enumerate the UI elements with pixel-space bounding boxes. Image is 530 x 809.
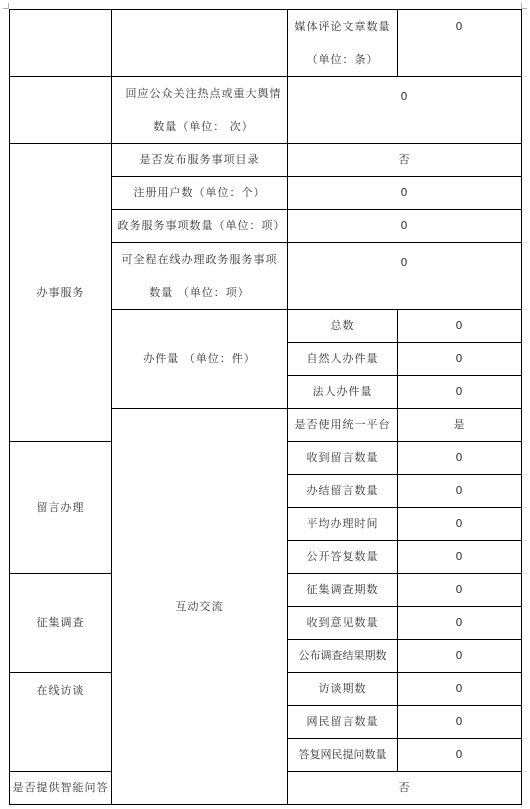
blank-cell xyxy=(10,77,112,144)
volume-item-value: 0 xyxy=(398,343,522,376)
blank-cell xyxy=(10,10,112,77)
volume-label: 办件量 （单位：件） xyxy=(112,310,288,409)
survey-label: 征集调查 xyxy=(10,574,112,673)
volume-item-label: 法人办件量 xyxy=(288,376,398,409)
statistics-table xyxy=(9,9,522,805)
survey-item-label: 收到意见数量 xyxy=(288,607,398,640)
survey-item-label: 征集调查期数 xyxy=(288,574,398,607)
interview-item-label: 网民留言数量 xyxy=(288,706,398,739)
survey-item-value: 0 xyxy=(398,574,522,607)
service-value: 0 xyxy=(288,177,522,210)
message-item-value: 0 xyxy=(398,541,522,574)
volume-item-label: 自然人办件量 xyxy=(288,343,398,376)
interview-item-value: 0 xyxy=(398,739,522,772)
row-media-label: 媒体评论文章数量 （单位：条） xyxy=(288,10,398,77)
service-value: 0 xyxy=(288,210,522,243)
message-item-label: 公开答复数量 xyxy=(288,541,398,574)
survey-item-label: 公布调查结果期数 xyxy=(288,640,398,673)
interview-item-label: 访谈期数 xyxy=(288,673,398,706)
section-service-title: 办事服务 xyxy=(10,144,112,442)
smart-qa-label: 是否提供智能问答 xyxy=(10,772,112,805)
row-hot-label: 回应公众关注热点或重大舆情 数量（单位： 次） xyxy=(112,77,288,144)
platform-label: 是否使用统一平台 xyxy=(288,409,398,442)
message-item-value: 0 xyxy=(398,508,522,541)
message-item-value: 0 xyxy=(398,442,522,475)
survey-item-value: 0 xyxy=(398,607,522,640)
survey-item-value: 0 xyxy=(398,640,522,673)
message-item-label: 办结留言数量 xyxy=(288,475,398,508)
message-item-label: 收到留言数量 xyxy=(288,442,398,475)
service-label: 是否发布服务事项目录 xyxy=(112,144,288,177)
section-interact-title: 互动交流 xyxy=(112,409,288,805)
interview-label: 在线访谈 xyxy=(10,673,112,772)
volume-item-value: 0 xyxy=(398,376,522,409)
service-label: 政务服务事项数量（单位：项） xyxy=(112,210,288,243)
row-hot-value: 0 xyxy=(288,77,522,144)
platform-value: 是 xyxy=(398,409,522,442)
service-label: 注册用户数（单位：个） xyxy=(112,177,288,210)
interview-item-value: 0 xyxy=(398,706,522,739)
row-media-value: 0 xyxy=(398,10,522,77)
blank-cell xyxy=(112,10,288,77)
service-label: 可全程在线办理政务服务事项 数量 （单位：项） xyxy=(112,243,288,310)
smart-qa-value: 否 xyxy=(288,772,522,805)
interview-item-value: 0 xyxy=(398,673,522,706)
volume-item-value: 0 xyxy=(398,310,522,343)
interview-item-label: 答复网民提问数量 xyxy=(288,739,398,772)
volume-item-label: 总数 xyxy=(288,310,398,343)
message-item-label: 平均办理时间 xyxy=(288,508,398,541)
service-value: 0 xyxy=(288,243,522,310)
message-label: 留言办理 xyxy=(10,442,112,574)
message-item-value: 0 xyxy=(398,475,522,508)
service-value: 否 xyxy=(288,144,522,177)
